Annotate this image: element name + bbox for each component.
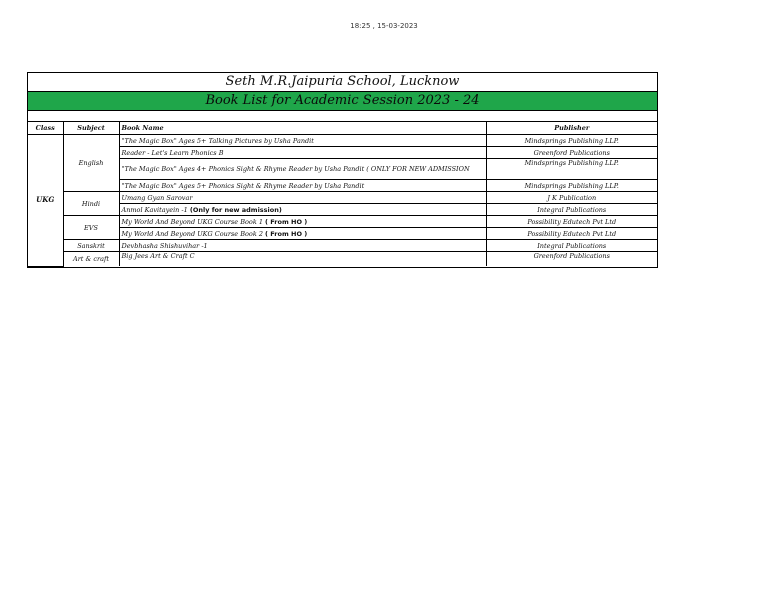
table-row [28, 240, 657, 252]
table-row [28, 204, 657, 216]
table-row [28, 135, 657, 147]
publisher-cell: Mindsprings Publishing LLP. [486, 180, 657, 192]
book-name-cell: Reader - Let's Learn Phonics B [119, 147, 486, 159]
book-list-title: Book List for Academic Session 2023 - 24 [28, 92, 657, 111]
book-title: My World And Beyond UKG Course Book 2 [121, 229, 263, 238]
school-title: Seth M.R.Jaipuria School, Lucknow [28, 73, 657, 92]
source-note: ( From HO ) [265, 217, 308, 226]
book-name-cell: Big Jees Art & Craft C [119, 252, 486, 267]
table-row [28, 192, 657, 204]
book-list-sheet [27, 72, 658, 268]
table-row [28, 216, 657, 228]
book-title: My World And Beyond UKG Course Book 1 [121, 217, 263, 226]
book-name-cell [119, 216, 486, 228]
source-note: ( From HO ) [265, 229, 308, 238]
column-header-publisher: Publisher [486, 122, 657, 135]
publisher-cell: Integral Publications [486, 204, 657, 216]
table-row [28, 180, 657, 192]
publisher-cell: Possibility Edutech Pvt Ltd [486, 228, 657, 240]
column-header-class: Class [28, 122, 63, 135]
book-title: Anmol Kavitayein -1 [121, 205, 188, 214]
publisher-cell: Mindsprings Publishing LLP. [486, 159, 657, 180]
publisher-cell: Greenford Publications [486, 252, 657, 267]
subject-cell: EVS [63, 216, 119, 240]
publisher-cell: Mindsprings Publishing LLP. [486, 135, 657, 147]
book-name-cell: Devbhasha Shishuvihar -1 [119, 240, 486, 252]
print-timestamp: 18:25 , 15-03-2023 [350, 22, 418, 30]
table-row [28, 228, 657, 240]
subject-cell: English [63, 135, 119, 192]
subject-cell: Hindi [63, 192, 119, 216]
publisher-cell: J K Publication [486, 192, 657, 204]
table-header-row [28, 122, 657, 135]
book-name-cell: "The Magic Box" Ages 4+ Phonics Sight & Rhyme Reader by Usha Pandit ( ONLY FOR NEW ADMISSION [119, 159, 486, 180]
column-header-subject: Subject [63, 122, 119, 135]
publisher-cell: Greenford Publications [486, 147, 657, 159]
book-list-table [28, 122, 657, 267]
publisher-cell: Integral Publications [486, 240, 657, 252]
table-row [28, 159, 657, 180]
column-header-book-name: Book Name [119, 122, 486, 135]
table-row [28, 147, 657, 159]
book-name-cell: Umang Gyan Sarovar [119, 192, 486, 204]
book-name-cell [119, 204, 486, 216]
book-name-cell [119, 228, 486, 240]
subject-cell: Sanskrit [63, 240, 119, 252]
table-row [28, 252, 657, 267]
admission-note: (Only for new admission) [189, 205, 282, 214]
spacer-row [28, 111, 657, 122]
book-name-cell: "The Magic Box" Ages 5+ Phonics Sight & Rhyme Reader by Usha Pandit [119, 180, 486, 192]
class-cell: UKG [28, 135, 63, 267]
publisher-cell: Possibility Edutech Pvt Ltd [486, 216, 657, 228]
book-name-cell: "The Magic Box" Ages 5+ Talking Pictures by Usha Pandit [119, 135, 486, 147]
subject-cell: Art & craft [63, 252, 119, 267]
